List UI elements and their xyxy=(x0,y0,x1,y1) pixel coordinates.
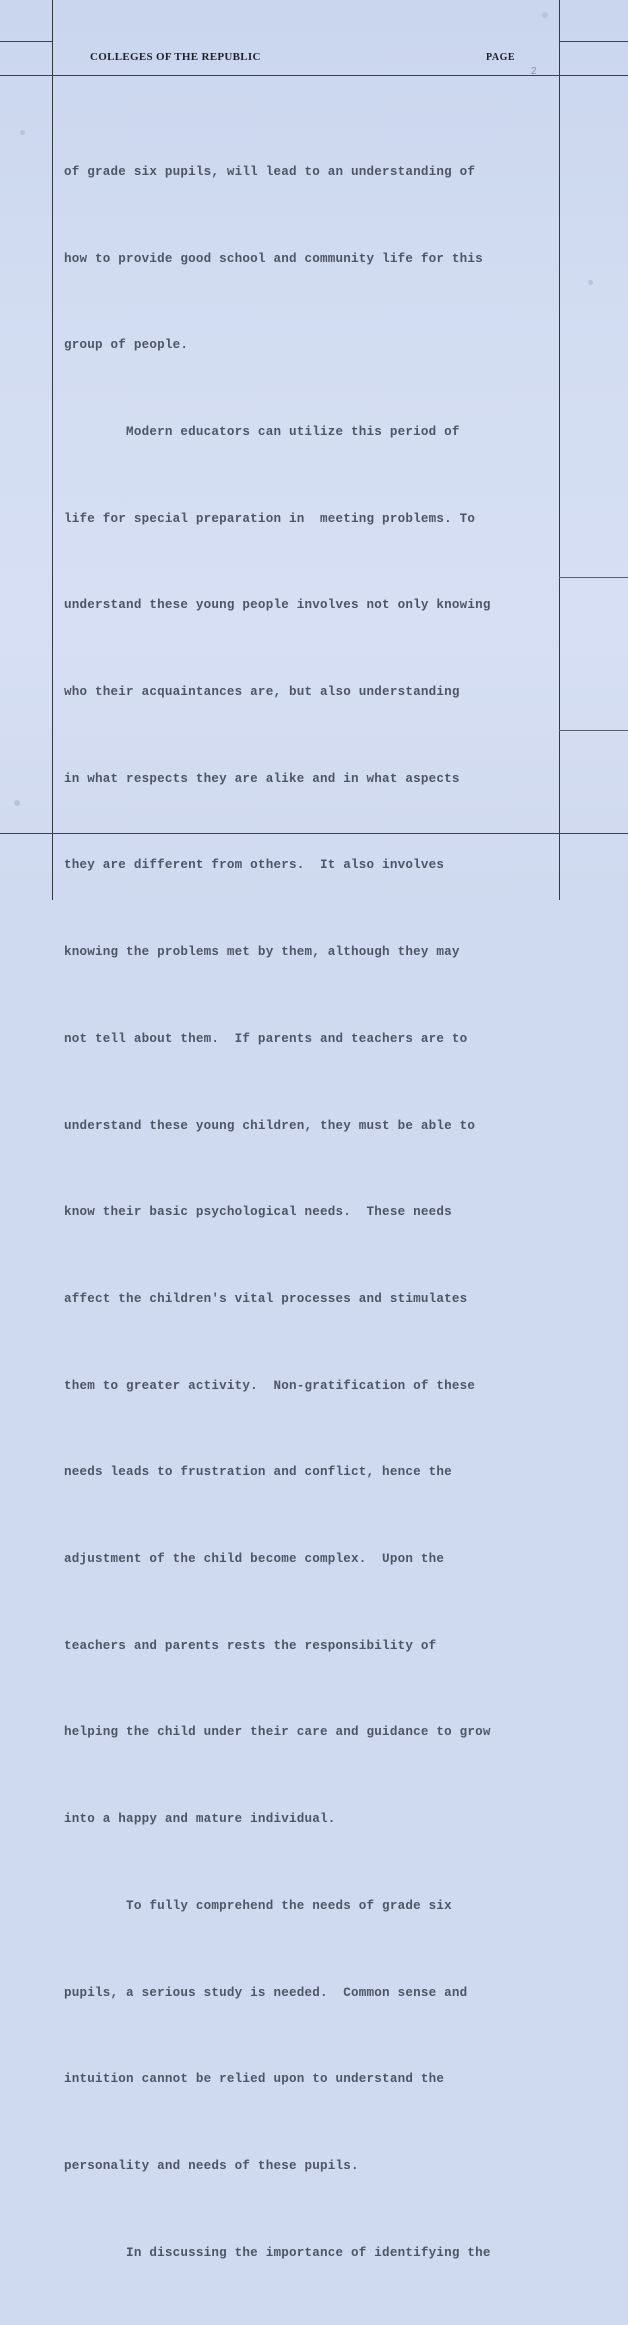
page-label: PAGE xyxy=(486,52,516,63)
rule-top-left xyxy=(0,41,52,42)
rule-right-lower xyxy=(559,730,628,731)
text-line: who their acquaintances are, but also understanding xyxy=(64,685,460,700)
left-margin-rule xyxy=(52,0,53,900)
text-line: helping the child under their care and guidance to grow xyxy=(64,1725,491,1740)
text-line: how to provide good school and community life for this xyxy=(64,251,483,266)
text-line: pupils, a serious study is needed. Common sense and xyxy=(64,1985,468,2000)
text-line: personality and needs of these pupils. xyxy=(64,2158,359,2173)
text-line: adjustment of the child become complex. Upon the xyxy=(64,1552,445,1567)
text-line: needs leads to frustration and conflict, hence the xyxy=(64,1465,452,1480)
text-line: life for special preparation in meeting problems. To xyxy=(64,511,476,526)
text-line: not tell about them. If parents and teachers are to xyxy=(64,1031,468,1046)
text-line: they are different from others. It also involves xyxy=(64,858,445,873)
page-number: 2 xyxy=(531,66,537,77)
text-line: understand these young children, they must be able to xyxy=(64,1118,476,1133)
text-line: teachers and parents rests the responsibility of xyxy=(64,1638,437,1653)
paper-speck xyxy=(588,280,593,285)
paper-speck xyxy=(542,12,548,18)
text-line: into a happy and mature individual. xyxy=(64,1812,336,1827)
text-line: group of people. xyxy=(64,338,189,353)
rule-top-right xyxy=(559,41,628,42)
paper-speck xyxy=(14,800,20,806)
text-line: knowing the problems met by them, although they may xyxy=(64,945,460,960)
rule-right-mid xyxy=(559,577,628,578)
text-line: them to greater activity. Non-gratification of these xyxy=(64,1378,476,1393)
text-line: intuition cannot be relied upon to understand the xyxy=(64,2072,445,2087)
running-title: COLLEGES OF THE REPUBLIC xyxy=(90,51,261,63)
text-line: In discussing the importance of identifying the xyxy=(64,2245,491,2260)
paper-speck xyxy=(20,130,25,135)
text-line: understand these young people involves not only knowing xyxy=(64,598,491,613)
text-line: know their basic psychological needs. These needs xyxy=(64,1205,452,1220)
text-line: affect the children's vital processes and stimulates xyxy=(64,1291,468,1306)
body-text xyxy=(64,100,554,2325)
right-margin-rule xyxy=(559,0,560,900)
text-line: Modern educators can utilize this period of xyxy=(64,424,460,439)
text-line: in what respects they are alike and in what aspects xyxy=(64,771,460,786)
text-line: To fully comprehend the needs of grade six xyxy=(64,1898,452,1913)
text-line: of grade six pupils, will lead to an understanding of xyxy=(64,164,476,179)
